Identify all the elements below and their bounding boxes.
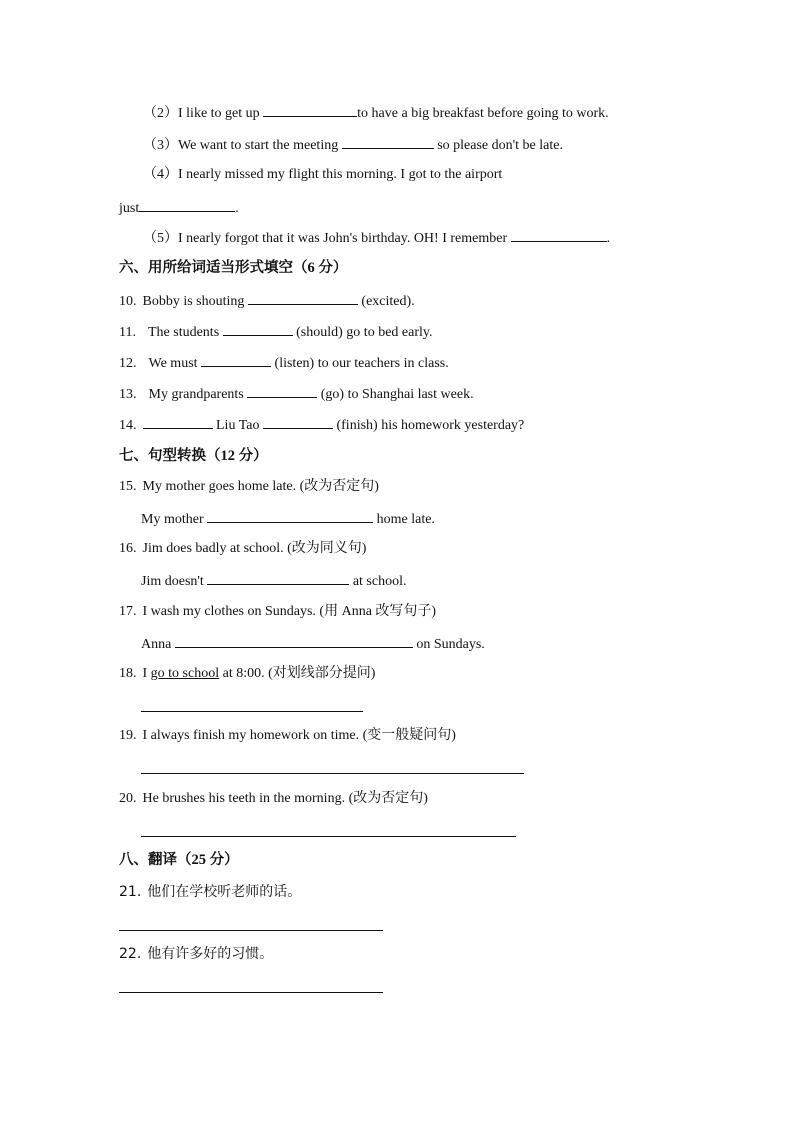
question-3: （3）We want to start the meeting so please don't be late. bbox=[143, 134, 563, 156]
question-4: （4）I nearly missed my flight this morning. I got to the airport bbox=[143, 167, 503, 182]
question-11: 11. The students (should) go to bed early. bbox=[119, 321, 432, 343]
question-2: （2）I like to get up to have a big breakfast before going to work. bbox=[143, 102, 609, 124]
question-19: 19. I always finish my homework on time. (变一般疑问句) bbox=[119, 728, 456, 743]
answer-16: Jim doesn't at school. bbox=[141, 570, 406, 592]
answer-15: My mother home late. bbox=[141, 508, 435, 530]
question-20: 20. He brushes his teeth in the morning. (改为否定句) bbox=[119, 791, 428, 806]
question-4-continuation: just . bbox=[119, 197, 239, 219]
answer-blank[interactable] bbox=[143, 414, 213, 429]
answer-blank[interactable] bbox=[247, 383, 317, 398]
answer-blank[interactable] bbox=[207, 570, 349, 585]
question-17: 17. I wash my clothes on Sundays. (用 Anna 改写句子) bbox=[119, 604, 437, 619]
answer-blank[interactable] bbox=[223, 321, 293, 336]
answer-blank[interactable] bbox=[342, 134, 434, 149]
question-22: 22. 他有许多好的习惯。 bbox=[119, 946, 274, 962]
answer-blank[interactable] bbox=[207, 508, 373, 523]
section-8-heading: 八、翻译（25 分） bbox=[119, 852, 239, 868]
section-7-heading: 七、句型转换（12 分） bbox=[119, 448, 268, 464]
underlined-phrase: go to school bbox=[150, 666, 220, 681]
question-12: 12. We must (listen) to our teachers in class. bbox=[119, 352, 449, 374]
answer-blank[interactable] bbox=[248, 290, 358, 305]
answer-blank[interactable] bbox=[511, 227, 607, 242]
question-5: （5）I nearly forgot that it was John's birthday. OH! I remember . bbox=[143, 227, 610, 249]
answer-line-19[interactable] bbox=[141, 773, 524, 774]
question-18: 18. I go to school at 8:00. (对划线部分提问) bbox=[119, 666, 376, 681]
answer-line-21[interactable] bbox=[119, 930, 383, 931]
question-16: 16. Jim does badly at school. (改为同义句) bbox=[119, 541, 367, 556]
answer-17: Anna on Sundays. bbox=[141, 633, 485, 655]
question-13: 13. My grandparents (go) to Shanghai last week. bbox=[119, 383, 474, 405]
answer-blank[interactable] bbox=[139, 197, 235, 212]
answer-line-20[interactable] bbox=[141, 836, 516, 837]
answer-line-22[interactable] bbox=[119, 992, 383, 993]
question-21: 21. 他们在学校听老师的话。 bbox=[119, 884, 302, 900]
answer-line-18[interactable] bbox=[141, 711, 363, 712]
question-10: 10. Bobby is shouting (excited). bbox=[119, 290, 415, 312]
section-6-heading: 六、用所给词适当形式填空（6 分） bbox=[119, 260, 348, 276]
answer-blank[interactable] bbox=[263, 102, 357, 117]
question-15: 15. My mother goes home late. (改为否定句) bbox=[119, 479, 379, 494]
answer-blank[interactable] bbox=[263, 414, 333, 429]
question-14: 14. Liu Tao (finish) his homework yesterday? bbox=[119, 414, 524, 436]
answer-blank[interactable] bbox=[175, 633, 413, 648]
answer-blank[interactable] bbox=[201, 352, 271, 367]
